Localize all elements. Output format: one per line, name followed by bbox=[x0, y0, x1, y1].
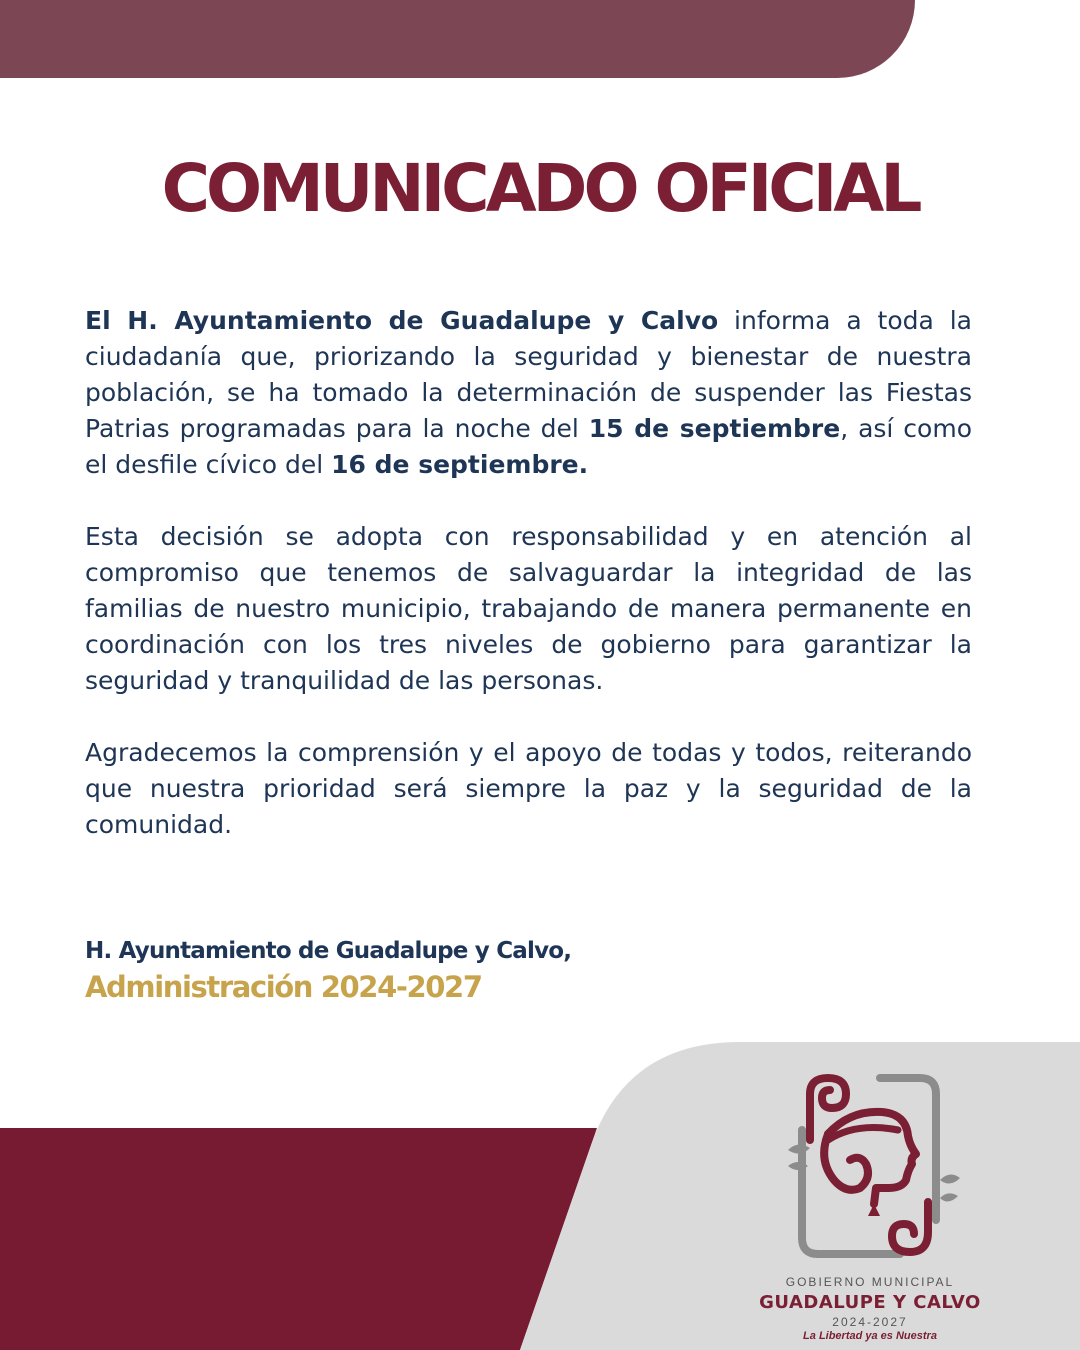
page-title: COMUNICADO OFICIAL bbox=[161, 150, 919, 227]
paragraph-1 bbox=[85, 303, 972, 483]
date-16-september: 16 de septiembre. bbox=[331, 450, 589, 479]
announcement-body bbox=[85, 303, 972, 879]
logo-term-years: 2024-2027 bbox=[832, 1315, 908, 1329]
paragraph-2: Esta decisión se adopta con responsabilidad y en atención al compromiso que tenemos de salvaguardar la integridad de las familias de nuestro municipio, trabajando de manera permanente en coordinación con los tres niveles de gobierno para garantizar la seguridad y tranquilidad de las personas. bbox=[85, 522, 972, 695]
signature-administration: Administración 2024-2027 bbox=[85, 970, 482, 1004]
maroon-bottom-panel bbox=[0, 1128, 597, 1350]
municipal-logo bbox=[735, 1070, 1005, 1350]
signature-issuer: H. Ayuntamiento de Guadalupe y Calvo, bbox=[85, 938, 572, 964]
municipal-emblem-icon bbox=[780, 1070, 960, 1268]
date-15-september: 15 de septiembre bbox=[588, 414, 841, 443]
signature-block bbox=[85, 935, 785, 1007]
issuer-name: El H. Ayuntamiento de Guadalupe y Calvo bbox=[85, 306, 719, 335]
logo-slogan: La Libertad ya es Nuestra bbox=[803, 1330, 937, 1342]
logo-government-label: GOBIERNO MUNICIPAL bbox=[785, 1275, 955, 1289]
logo-municipality-name: GUADALUPE Y CALVO bbox=[759, 1292, 981, 1313]
paragraph-3: Agradecemos la comprensión y el apoyo de todas y todos, reiterando que nuestra prioridad será siempre la paz y la seguridad de la comunidad. bbox=[85, 738, 972, 839]
paragraph-1-text-a: informa a toda la ciudadanía que, priorizando la seguridad y bienestar de nuestra población, se ha tomado la determinación de suspender las Fiestas Patrias programadas para la noche del bbox=[85, 306, 972, 443]
paragraph-1-text-b: , así como el desfile cívico del bbox=[85, 414, 972, 479]
